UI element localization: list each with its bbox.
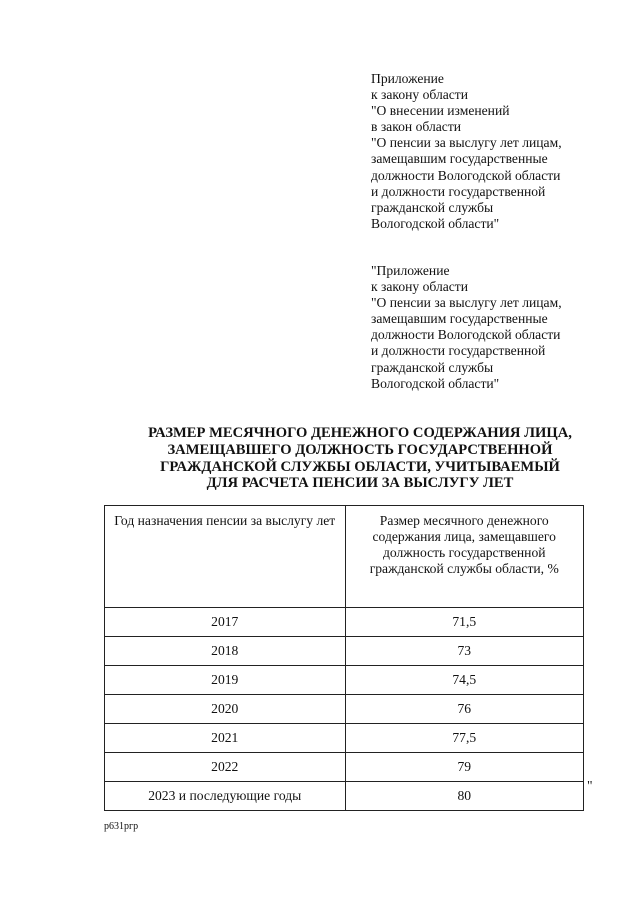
- cell-year: 2022: [105, 753, 346, 782]
- cell-year: 2019: [105, 666, 346, 695]
- cell-size: 79: [345, 753, 584, 782]
- title-line: ЗАМЕЩАВШЕГО ДОЛЖНОСТЬ ГОСУДАРСТВЕННОЙ: [167, 441, 553, 458]
- table-row: [105, 637, 584, 666]
- table-row: [105, 608, 584, 637]
- table-row: [105, 666, 584, 695]
- annex-line: "О пенсии за выслугу лет лицам,: [371, 295, 562, 311]
- cell-year: 2023 и последующие годы: [105, 782, 346, 811]
- title-line: ГРАЖДАНСКОЙ СЛУЖБЫ ОБЛАСТИ, УЧИТЫВАЕМЫЙ: [160, 458, 560, 475]
- annex-line: и должности государственной: [371, 183, 546, 199]
- annex-line: гражданской службы: [371, 359, 494, 375]
- annex-line: "О пенсии за выслугу лет лицам,: [371, 135, 562, 151]
- cell-size: 80: [345, 782, 584, 811]
- cell-size: 74,5: [345, 666, 584, 695]
- title-line: ДЛЯ РАСЧЕТА ПЕНСИИ ЗА ВЫСЛУГУ ЛЕТ: [206, 475, 514, 492]
- document-code: р631ргр: [104, 821, 139, 832]
- annex-header-original: [371, 263, 621, 392]
- table-row: [105, 724, 584, 753]
- document-title: [100, 425, 620, 492]
- annex-line: к закону области: [371, 279, 469, 295]
- column-header-year: Год назначения пенсии за выслугу лет: [105, 506, 346, 608]
- title-line: РАЗМЕР МЕСЯЧНОГО ДЕНЕЖНОГО СОДЕРЖАНИЯ ЛИЦА,: [148, 425, 572, 441]
- annex-line: замещавшим государственные: [371, 151, 548, 167]
- table-row: [105, 695, 584, 724]
- cell-size: 77,5: [345, 724, 584, 753]
- annex-line: Приложение: [371, 71, 444, 86]
- annex-line: и должности государственной: [371, 343, 546, 359]
- cell-size: 71,5: [345, 608, 584, 637]
- cell-year: 2018: [105, 637, 346, 666]
- pension-size-table: [104, 505, 584, 811]
- cell-year: 2021: [105, 724, 346, 753]
- column-header-size: Размер месячного денежного содержания лица, замещавшего должность государственной гражданской службы области, %: [345, 506, 584, 608]
- closing-quote-mark: ": [587, 778, 593, 793]
- annex-header-amendment: [371, 71, 621, 232]
- cell-size: 76: [345, 695, 584, 724]
- cell-year: 2017: [105, 608, 346, 637]
- cell-size: 73: [345, 637, 584, 666]
- annex-line: должности Вологодской области: [371, 327, 561, 343]
- table-header-row: [105, 506, 584, 608]
- annex-line: Вологодской области": [371, 215, 500, 231]
- annex-line: гражданской службы: [371, 199, 494, 215]
- cell-year: 2020: [105, 695, 346, 724]
- annex-line: "Приложение: [371, 263, 450, 278]
- annex-line: к закону области: [371, 87, 469, 103]
- annex-line: должности Вологодской области: [371, 167, 561, 183]
- annex-line: "О внесении изменений: [371, 103, 510, 119]
- annex-line: в закон области: [371, 119, 462, 135]
- annex-line: Вологодской области": [371, 375, 500, 391]
- annex-line: замещавшим государственные: [371, 311, 548, 327]
- table-row: [105, 782, 584, 811]
- table-row: [105, 753, 584, 782]
